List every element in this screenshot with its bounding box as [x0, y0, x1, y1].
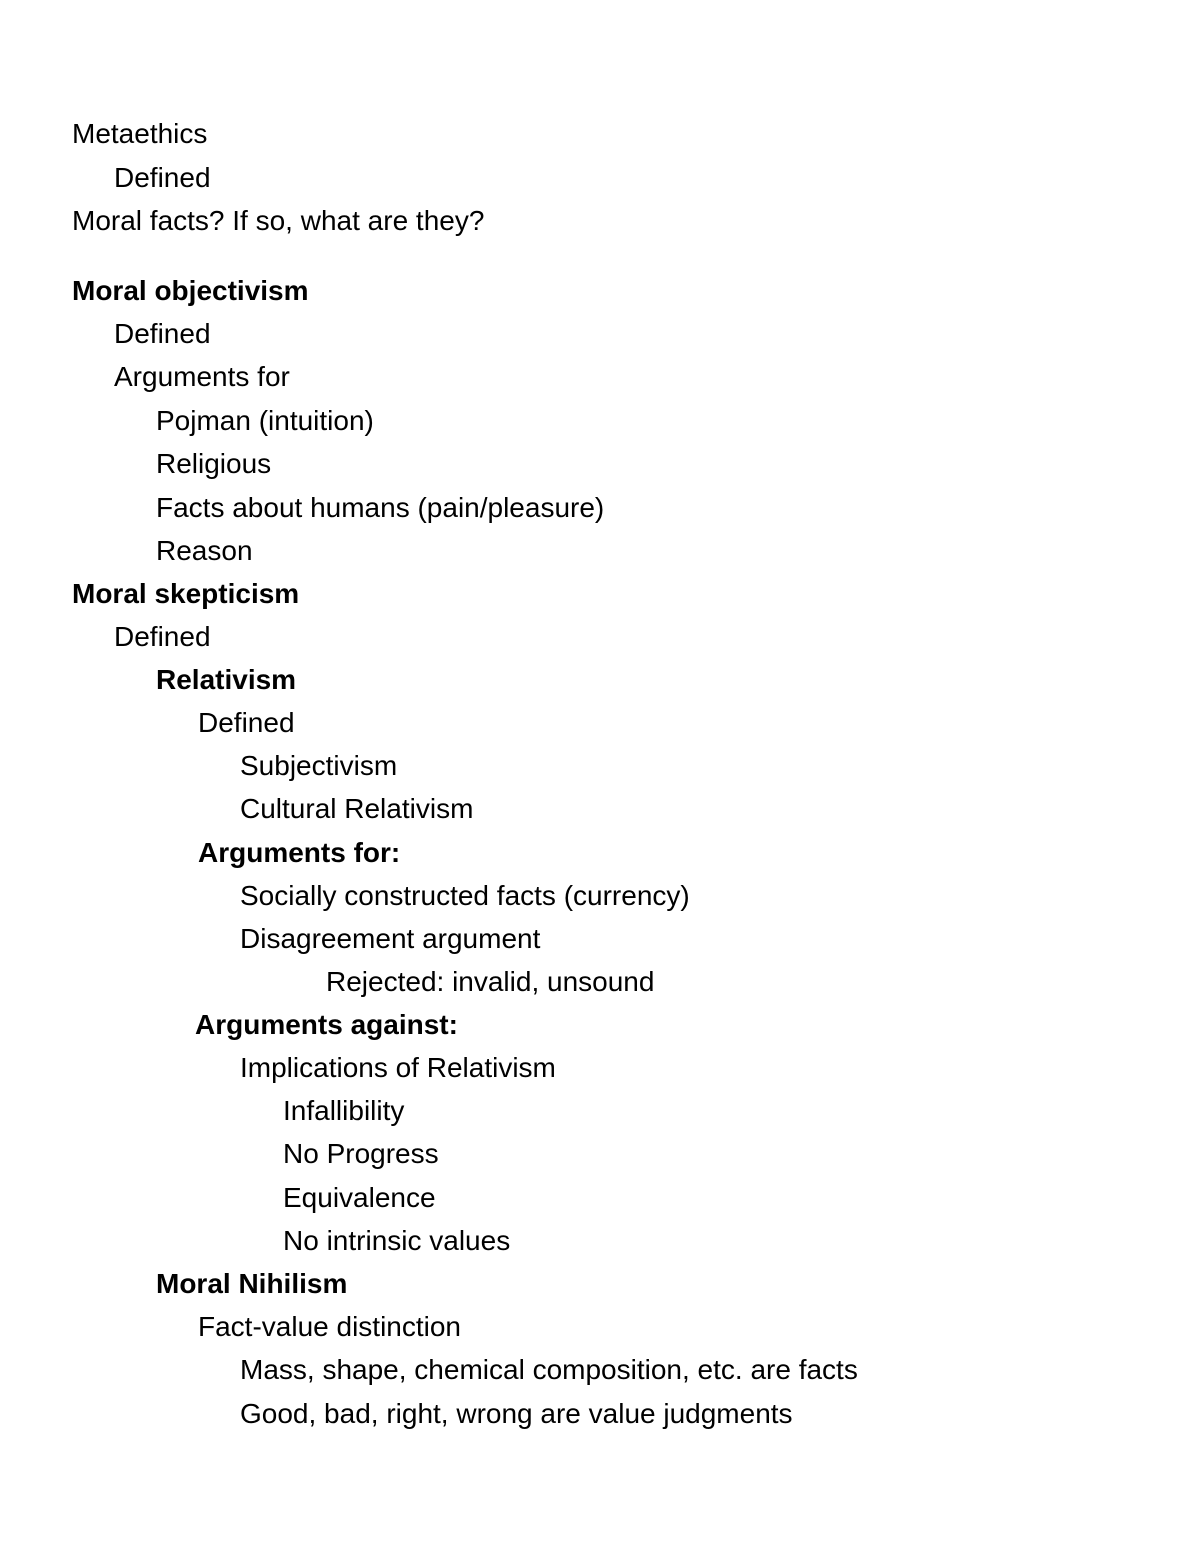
- outline-item-defined: Defined: [114, 162, 211, 193]
- outline-heading-moral-nihilism: Moral Nihilism: [156, 1268, 348, 1299]
- outline-item-socially-constructed-facts: Socially constructed facts (currency): [240, 880, 690, 911]
- outline-item-infallibility: Infallibility: [283, 1095, 405, 1126]
- outline-item-pojman: Pojman (intuition): [156, 405, 374, 436]
- outline-item-rejected: Rejected: invalid, unsound: [326, 966, 655, 997]
- outline-item-no-progress: No Progress: [283, 1138, 439, 1169]
- outline-heading-relativism: Relativism: [156, 664, 297, 695]
- outline-item-no-intrinsic-values: No intrinsic values: [283, 1225, 511, 1256]
- outline-item-reason: Reason: [156, 535, 253, 566]
- outline-item-subjectivism: Subjectivism: [240, 750, 398, 781]
- outline-heading-moral-objectivism: Moral objectivism: [72, 275, 309, 306]
- outline-item-cultural-relativism: Cultural Relativism: [240, 793, 474, 824]
- outline-item-implications-of-relativism: Implications of Relativism: [240, 1052, 556, 1083]
- outline-item-moral-facts-question: Moral facts? If so, what are they?: [72, 205, 485, 236]
- outline-item-arguments-for: Arguments for: [114, 361, 290, 392]
- outline-item-equivalence: Equivalence: [283, 1182, 436, 1213]
- outline-item-defined: Defined: [114, 621, 211, 652]
- outline-item-value-judgments: Good, bad, right, wrong are value judgments: [240, 1398, 793, 1429]
- outline-item-fact-value-distinction: Fact-value distinction: [198, 1311, 462, 1342]
- outline-item-defined: Defined: [114, 318, 211, 349]
- outline-item-mass-shape-facts: Mass, shape, chemical composition, etc. are facts: [240, 1354, 858, 1385]
- outline-heading-metaethics: Metaethics: [72, 118, 208, 149]
- outline-item-disagreement-argument: Disagreement argument: [240, 923, 541, 954]
- outline-heading-moral-skepticism: Moral skepticism: [72, 578, 300, 609]
- outline-item-facts-about-humans: Facts about humans (pain/pleasure): [156, 492, 605, 523]
- outline-item-defined: Defined: [198, 707, 295, 738]
- outline-item-religious: Religious: [156, 448, 272, 479]
- outline-heading-arguments-against: Arguments against:: [195, 1009, 458, 1040]
- outline-heading-arguments-for: Arguments for:: [198, 837, 401, 868]
